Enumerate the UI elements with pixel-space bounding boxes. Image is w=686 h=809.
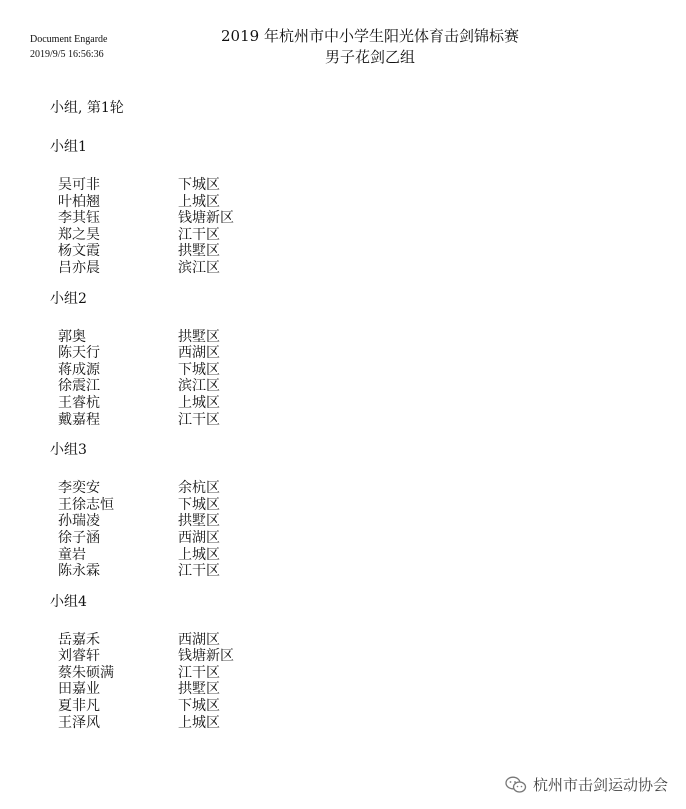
fencer-row (50, 547, 318, 564)
fencer-name: 徐子涵 (58, 529, 100, 546)
fencer-row (50, 412, 318, 429)
fencer-row (50, 648, 318, 665)
fencer-district: 江干区 (178, 411, 220, 428)
fencer-district: 拱墅区 (178, 328, 220, 345)
fencer-row (50, 177, 318, 194)
pool-title: 小组2 (50, 290, 87, 307)
fencer-district: 下城区 (178, 698, 220, 715)
fencer-row (50, 530, 318, 547)
pool-section (50, 593, 318, 732)
fencer-name: 蒋成源 (58, 361, 100, 378)
fencer-name: 夏非凡 (58, 698, 100, 715)
fencer-district: 钱塘新区 (178, 210, 234, 227)
fencer-row (50, 329, 318, 346)
fencer-name: 徐震江 (58, 378, 100, 395)
round-title: 小组, 第1轮 (50, 100, 124, 116)
fencer-name: 吴可非 (58, 177, 100, 193)
competition-title: 2019 年杭州市中小学生阳光体育击剑锦标赛 (221, 27, 519, 45)
pool-section (50, 441, 318, 580)
fencer-name: 岳嘉禾 (58, 631, 100, 648)
fencer-district: 上城区 (178, 394, 220, 411)
fencer-name: 吕亦晨 (58, 259, 100, 276)
fencer-district: 拱墅区 (178, 243, 220, 260)
fencer-district: 西湖区 (178, 345, 220, 362)
software-label: Document Engarde (30, 34, 108, 45)
fencer-name: 孙瑞凌 (58, 513, 100, 530)
wechat-icon (505, 776, 527, 794)
print-datetime: 2019/9/5 16:56:36 (30, 49, 104, 60)
fencer-name: 王睿杭 (58, 394, 100, 411)
fencer-row (50, 715, 318, 732)
fencer-district: 江干区 (178, 226, 220, 243)
fencer-name: 王徐志恒 (58, 496, 114, 513)
fencer-name: 刘睿轩 (58, 648, 100, 665)
fencer-district: 上城区 (178, 714, 220, 731)
pool-title: 小组4 (50, 593, 87, 610)
pool-section (50, 138, 318, 277)
fencer-row (50, 260, 318, 277)
fencer-row (50, 362, 318, 379)
fencer-name: 田嘉业 (58, 681, 100, 698)
watermark (505, 774, 668, 795)
fencer-name: 李奕安 (58, 480, 100, 497)
fencer-row (50, 681, 318, 698)
pool-title: 小组3 (50, 442, 87, 459)
fencer-name: 叶柏翘 (58, 193, 100, 210)
fencer-name: 王泽风 (58, 714, 100, 731)
fencer-district: 下城区 (178, 177, 220, 193)
fencer-name: 戴嘉程 (58, 411, 100, 428)
pool-title: 小组1 (50, 139, 87, 155)
event-title: 男子花剑乙组 (324, 48, 415, 66)
fencer-name: 杨文霞 (58, 243, 100, 260)
fencer-row (50, 345, 318, 362)
fencer-row (50, 513, 318, 530)
fencer-district: 西湖区 (178, 529, 220, 546)
fencer-row (50, 563, 318, 580)
fencer-district: 下城区 (178, 361, 220, 378)
fencer-row (50, 243, 318, 260)
fencer-name: 蔡朱硕满 (58, 664, 114, 681)
document-title (170, 26, 570, 68)
fencer-district: 拱墅区 (178, 681, 220, 698)
fencer-row (50, 227, 318, 244)
fencer-name: 童岩 (58, 546, 86, 563)
fencer-row (50, 395, 318, 412)
fencer-row (50, 194, 318, 211)
fencer-district: 钱塘新区 (178, 648, 234, 665)
fencer-name: 陈永霖 (58, 563, 100, 580)
fencer-name: 陈天行 (58, 345, 100, 362)
fencer-district: 下城区 (178, 496, 220, 513)
fencer-district: 江干区 (178, 563, 220, 580)
watermark-text: 杭州市击剑运动协会 (532, 776, 668, 794)
fencer-row (50, 497, 318, 514)
pools-list (50, 138, 318, 744)
fencer-row (50, 665, 318, 682)
fencer-district: 江干区 (178, 664, 220, 681)
fencer-district: 上城区 (178, 193, 220, 210)
fencer-name: 李其钰 (58, 210, 100, 227)
fencer-district: 滨江区 (178, 259, 220, 276)
fencer-district: 上城区 (178, 546, 220, 563)
fencer-row (50, 698, 318, 715)
fencer-name: 郭奥 (58, 328, 86, 345)
fencer-district: 滨江区 (178, 378, 220, 395)
fencer-row (50, 210, 318, 227)
fencer-name: 郑之昊 (58, 226, 100, 243)
fencer-district: 西湖区 (178, 631, 220, 648)
fencer-row (50, 480, 318, 497)
fencer-district: 余杭区 (178, 480, 220, 497)
fencer-row (50, 632, 318, 649)
fencer-district: 拱墅区 (178, 513, 220, 530)
document-meta (30, 32, 107, 62)
fencer-row (50, 378, 318, 395)
pool-section (50, 290, 318, 429)
